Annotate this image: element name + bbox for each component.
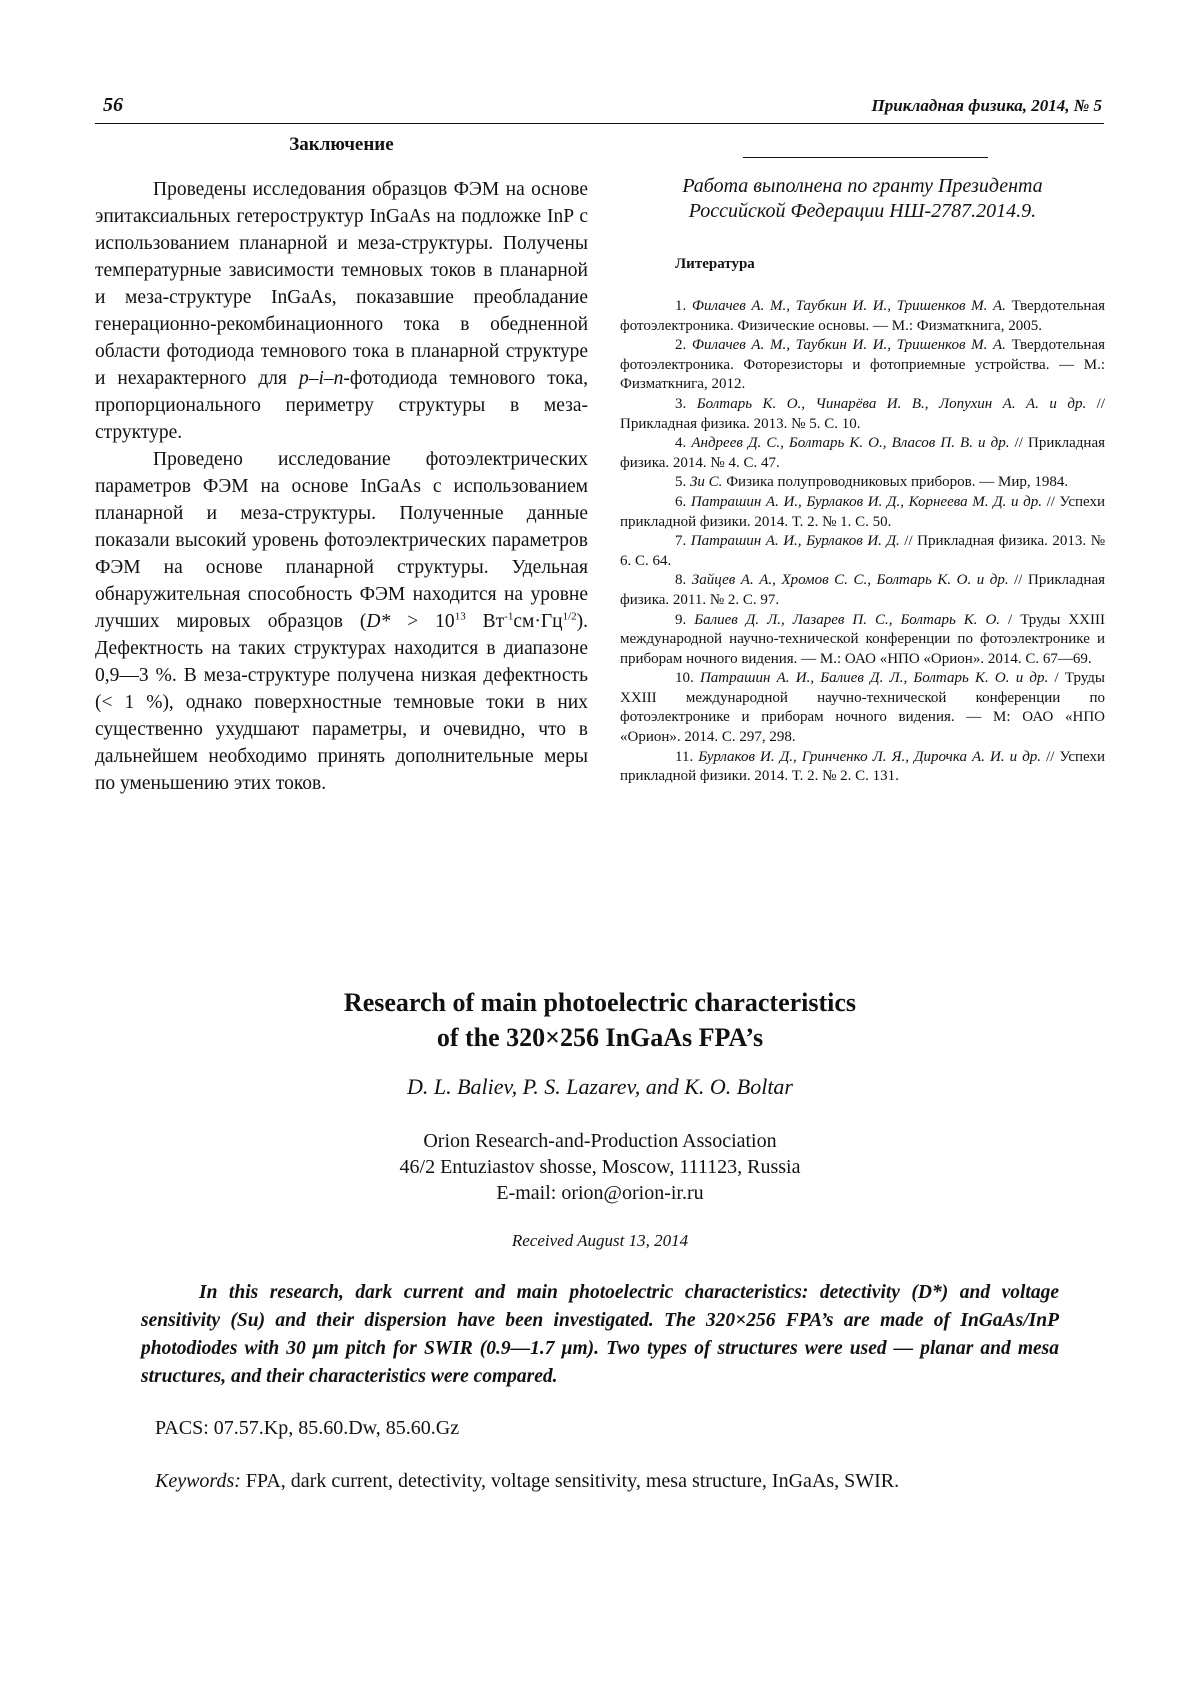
grant-divider <box>743 157 988 158</box>
reference-item: 11. Бурлаков И. Д., Гринченко Л. Я., Дирочка А. И. и др. // Успехи прикладной физики. 2014. Т. 2. № 2. С. 131. <box>620 748 1106 785</box>
reference-item: 6. Патрашин А. И., Бурлаков И. Д., Корнеева М. Д. и др. // Успехи прикладной физики. 2014. Т. 2. № 1. С. 50. <box>620 493 1106 530</box>
reference-item: 1. Филачев А. М., Таубкин И. И., Тришенков М. А. Твердотельная фотоэлектроника. Физические основы. — М.: Физматкнига, 2005. <box>620 298 1105 334</box>
conclusion-paragraph-1: Проведены исследования образцов ФЭМ на основе эпитаксиальных гетероструктур InGaAs на подложке InP с использованием планарной и меза-структуры. Получены температурные зависимости темновых токов в планарной и меза-структуре InGaAs, показавшие преобладание генерационно-рекомбинационного тока в обедненной области фотодиода темнового тока в планарной структуре и нехарактерного для p–i–n-фотодиода темнового тока, пропорционального периметру структуры в меза-структуре. <box>95 179 588 443</box>
english-abstract: In this research, dark current and main photoelectric characteristics: detectivity (D*) and voltage sensitivity (Su) and their dispersion have been investigated. The 320×256 FPA’s are made of InGaAs/InP photodiodes with 30 μm pitch for SWIR (0.9—1.7 μm). Two types of structures were used — planar and mesa structures, and their characteristics were compared. <box>141 1282 1059 1387</box>
reference-item: 9. Балиев Д. Л., Лазарев П. С., Болтарь К. О. / Труды XXIII международной научно-технической конференции по фотоэлектронике и приборам ночного видения. — М.: ОАО «НПО «Орион». 2014. С. 67—69. <box>620 611 1105 667</box>
reference-item: 7. Патрашин А. И., Бурлаков И. Д. // Прикладная физика. 2013. № 6. С. 64. <box>620 533 1106 569</box>
conclusion-paragraph-2: Проведено исследование фотоэлектрических параметров ФЭМ на основе InGaAs с использованием планарной и меза-структуры. Полученные данные показали высокий уровень фотоэлектрических параметров ФЭМ на основе планарной структуры. Удельная обнаружительная способность ФЭМ находится на уровне лучших мировых образцов ($D* > 10^{13}$ $Вт^{-1}см\cdot Гц^{1/2}$). Дефектность на таких структурах находится в диапазоне 0,9—3 %. В меза-структуре получена низкая дефектность (< 1 %), однако поверхностные темновые токи в них существенно ухудшают параметры, и очевидно, что в дальнейшем необходимо принять дополнительные меры по уменьшению этих токов. <box>95 449 588 794</box>
keywords: Keywords: FPA, dark current, detectivity, voltage sensitivity, mesa structure, InGaAs, SWIR. <box>155 1470 900 1492</box>
english-affiliation: Orion Research-and-Production Association 46/2 Entuziastov shosse, Moscow, 111123, Russia E-mail: orion@orion-ir.ru <box>0 1128 1200 1206</box>
received-date: Received August 13, 2014 <box>511 1231 689 1250</box>
english-title: Research of main photoelectric characteristics of the 320×256 InGaAs FPA’s <box>343 988 857 1052</box>
reference-item: 2. Филачев А. М., Таубкин И. И., Тришенков М. А. Твердотельная фотоэлектроника. Фоторезисторы и фотоприемные устройства. — М.: Физматкнига, 2012. <box>620 337 1105 393</box>
reference-item: 3. Болтарь К. О., Чинарёва И. В., Лопухин А. А. и др. // Прикладная физика. 2013. № 5. С. 10. <box>620 395 1105 432</box>
reference-item: 10. Патрашин А. И., Балиев Д. Л., Болтарь К. О. и др. / Труды XXIII международной научно-технической конференции по фотоэлектронике и приборам ночного видения. — М: ОАО «НПО «Орион». 2014. С. 297, 298. <box>620 670 1106 746</box>
grant-note: Работа выполнена по гранту Президента Российской Федерации НШ-2787.2014.9. <box>682 175 1043 222</box>
references-column <box>620 134 1105 787</box>
conclusion-column <box>95 134 588 797</box>
page-number: 56 <box>103 94 123 116</box>
english-authors: D. L. Baliev, P. S. Lazarev, and K. O. Boltar <box>406 1074 793 1099</box>
reference-item: 5. Зи С. Физика полупроводниковых приборов. — Мир, 1984. <box>675 474 1069 491</box>
header-rule <box>95 123 1104 124</box>
pacs-codes: PACS: 07.57.Kp, 85.60.Dw, 85.60.Gz <box>155 1417 460 1439</box>
literature-heading: Литература <box>675 256 755 272</box>
email-address: E-mail: orion@orion-ir.ru <box>496 1182 704 1204</box>
journal-title: Прикладная физика, 2014, № 5 <box>871 96 1102 115</box>
reference-list <box>620 297 1105 787</box>
reference-item: 8. Зайцев А. А., Хромов С. С., Болтарь К. О. и др. // Прикладная физика. 2011. № 2. С. 97. <box>620 572 1106 608</box>
conclusion-heading: Заключение <box>289 134 394 155</box>
reference-item: 4. Андреев Д. С., Болтарь К. О., Власов П. В. и др. // Прикладная физика. 2014. № 4. С. 47. <box>620 435 1106 471</box>
